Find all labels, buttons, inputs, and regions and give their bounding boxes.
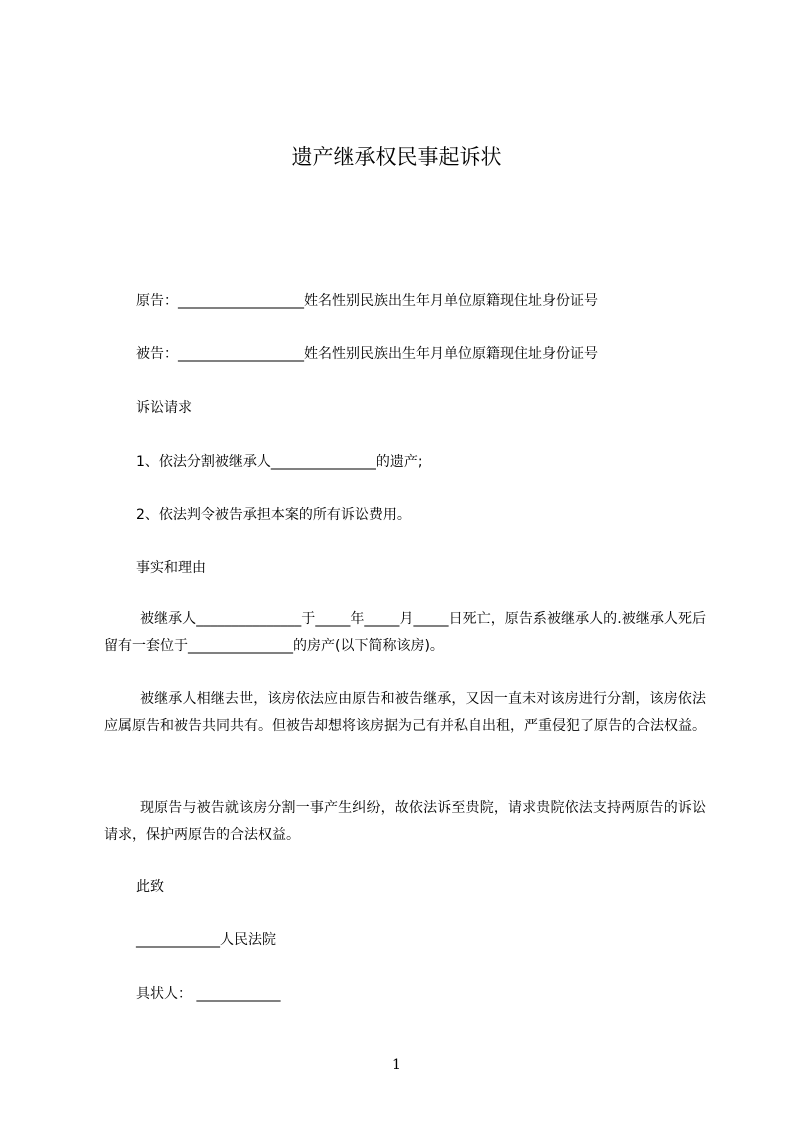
fact-paragraph-1: 被继承人_______________于_____年_____月_____日死亡，原告系被继承人的.被继承人死后留有一套位于_______________的房产(以下简称该房)。 (104, 611, 706, 654)
claim-1: 1、依法分割被继承人_______________的遗产; (136, 454, 423, 470)
claim-2: 2、依法判令被告承担本案的所有诉讼费用。 (136, 507, 411, 523)
court-line: ____________人民法院 (136, 932, 276, 948)
signer-line: 具状人： ____________ (136, 986, 281, 1002)
document-title: 遗产继承权民事起诉状 (291, 145, 502, 169)
defendant-line: 被告：__________________姓名性别民族出生年月单位原籍现住址身份证号 (136, 346, 598, 362)
facts-heading: 事实和理由 (136, 560, 206, 576)
page-number: 1 (392, 1057, 401, 1073)
fact-paragraph-2: 被继承人相继去世，该房依法应由原告和被告继承，又因一直未对该房进行分割，该房依法应属原告和被告共同共有。但被告却想将该房据为己有并私自出租，严重侵犯了原告的合法权益。 (104, 691, 706, 734)
closing-line: 此致 (136, 879, 164, 895)
plaintiff-line: 原告：__________________姓名性别民族出生年月单位原籍现住址身份证号 (136, 293, 598, 309)
claims-heading: 诉讼请求 (136, 400, 192, 416)
fact-paragraph-3: 现原告与被告就该房分割一事产生纠纷，故依法诉至贵院，请求贵院依法支持两原告的诉讼请求，保护两原告的合法权益。 (104, 800, 706, 843)
